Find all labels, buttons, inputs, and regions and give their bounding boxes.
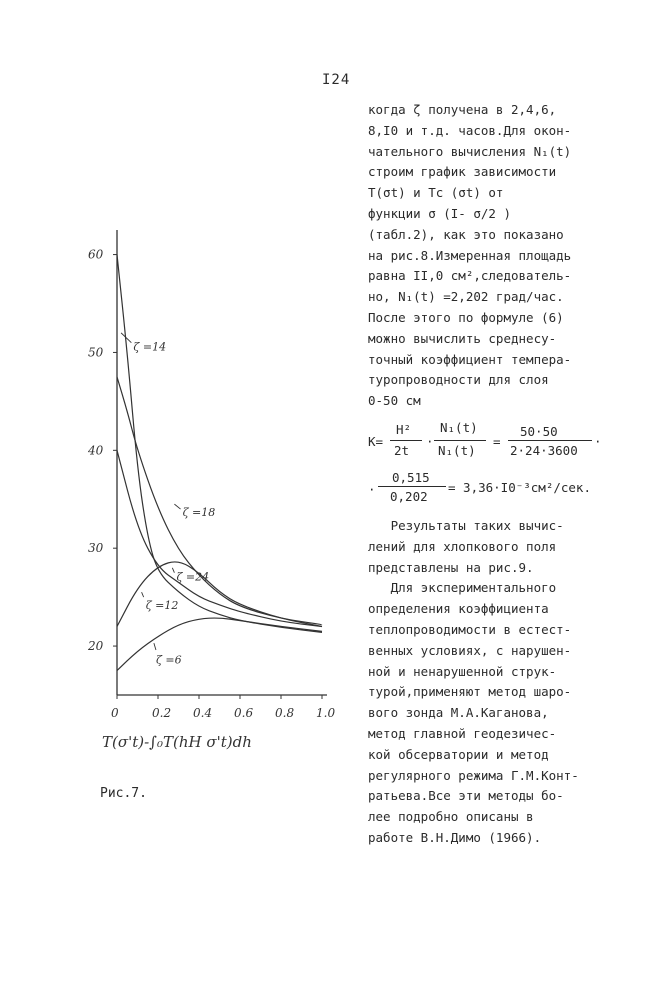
text-line: лений для хлопкового поля: [368, 538, 557, 554]
text-line: 8,I0 и т.д. часов.Для окон-: [368, 122, 572, 138]
formula-dot: ·: [426, 433, 434, 449]
text-line: функции σ (I- σ/2 ): [368, 205, 511, 221]
text-line: ной и ненарушенной струк-: [368, 663, 557, 679]
text-line: (табл.2), как это показано: [368, 226, 564, 242]
formula-result: = 3,36·I0⁻³см²/сек.: [448, 479, 591, 495]
text-line: туропроводности для слоя: [368, 372, 549, 388]
formula-frac3-num: 50·50: [520, 423, 558, 439]
curve-label: ζ =18: [182, 505, 216, 519]
formula-k: [368, 412, 636, 476]
y-tick-label: 40: [88, 443, 104, 458]
line-chart: [72, 225, 342, 775]
formula-frac4-den: 0,202: [390, 488, 428, 504]
y-tick-label: 20: [88, 639, 104, 654]
text-block-1: [368, 100, 636, 412]
x-tick-label: 0.6: [234, 706, 254, 720]
formula-trailing-dot: ·: [594, 433, 602, 449]
text-line: T(σt) и Tc (σt) от: [368, 185, 504, 201]
formula-frac1-den: 2t: [394, 442, 410, 458]
text-line: когда ζ получена в 2,4,6,: [368, 102, 557, 117]
text-line: можно вычислить среднесу-: [368, 330, 557, 346]
page-number: I24: [322, 72, 351, 88]
text-line: кой обсерватории и метод: [368, 746, 549, 762]
body-text: [368, 100, 636, 849]
text-line: Результаты таких вычис-: [368, 517, 564, 533]
formula-lhs: K=: [368, 433, 384, 449]
text-line: ратьева.Все эти методы бо-: [368, 788, 564, 804]
series-line: [117, 377, 322, 625]
formula-lead-dot: ·: [368, 481, 376, 497]
x-tick-label: 0: [111, 706, 119, 720]
text-line: регулярного режима Г.М.Конт-: [368, 767, 579, 783]
formula-equals: =: [493, 433, 501, 449]
text-line: турой,применяют метод шаро-: [368, 684, 572, 700]
text-line: Для экспериментального: [368, 580, 557, 596]
text-line: точный коэффициент темпера-: [368, 351, 572, 367]
curve-label: ζ =14: [133, 340, 167, 354]
text-line: строим график зависимости: [368, 164, 557, 180]
text-block-2: [368, 516, 636, 849]
y-tick-label: 60: [88, 247, 104, 262]
y-tick-label: 30: [88, 541, 104, 556]
text-line: на рис.8.Измеренная площадь: [368, 247, 572, 263]
curve-label: ζ =24: [176, 570, 210, 584]
text-line: лее подробно описаны в: [368, 809, 534, 825]
curve-label: ζ =12: [145, 598, 179, 612]
x-tick-label: 1.0: [316, 706, 336, 720]
y-tick-label: 50: [88, 345, 104, 360]
figure-caption: Рис.7.: [100, 786, 147, 801]
formula-frac4-num: 0,515: [392, 469, 430, 485]
formula-frac2-den: N₁(t): [438, 442, 476, 458]
formula-frac1-num: H²: [396, 421, 412, 437]
text-line: работе В.Н.Димо (1966).: [368, 829, 542, 845]
text-line: венных условиях, с нарушен-: [368, 642, 572, 658]
text-line: После этого по формуле (6): [368, 309, 564, 325]
curve-label-leader: [154, 643, 156, 650]
x-tick-label: 0.2: [152, 706, 172, 720]
formula-frac2-num: N₁(t): [440, 419, 478, 435]
curve-label-leader: [174, 504, 180, 509]
series-line: [117, 255, 322, 633]
text-line: теплопроводимости в естест-: [368, 621, 572, 637]
text-line: представлены на рис.9.: [368, 559, 534, 575]
text-line: равна II,0 см²,следователь-: [368, 268, 572, 284]
series-line: [117, 618, 322, 670]
text-line: 0-50 см: [368, 393, 421, 409]
text-line: чательного вычисления N₁(t): [368, 143, 572, 159]
text-line: метод главной геодезичес-: [368, 725, 557, 741]
x-tick-label: 0.8: [275, 706, 295, 720]
curve-label-leader: [142, 592, 144, 597]
figure-7: [72, 225, 342, 775]
curve-label-leader: [172, 568, 174, 573]
text-line: определения коэффициента: [368, 601, 549, 617]
curve-label: ζ =6: [155, 653, 182, 667]
text-line: вого зонда М.А.Каганова,: [368, 705, 549, 721]
x-axis-label: T(σ't)-∫₀T(hH σ't)dh: [102, 733, 252, 751]
series-line: [117, 562, 322, 627]
text-line: но, N₁(t) =2,202 град/час.: [368, 289, 564, 305]
formula-continued: [368, 469, 636, 516]
x-tick-label: 0.4: [193, 706, 213, 720]
formula-frac3-den: 2·24·3600: [510, 442, 578, 458]
